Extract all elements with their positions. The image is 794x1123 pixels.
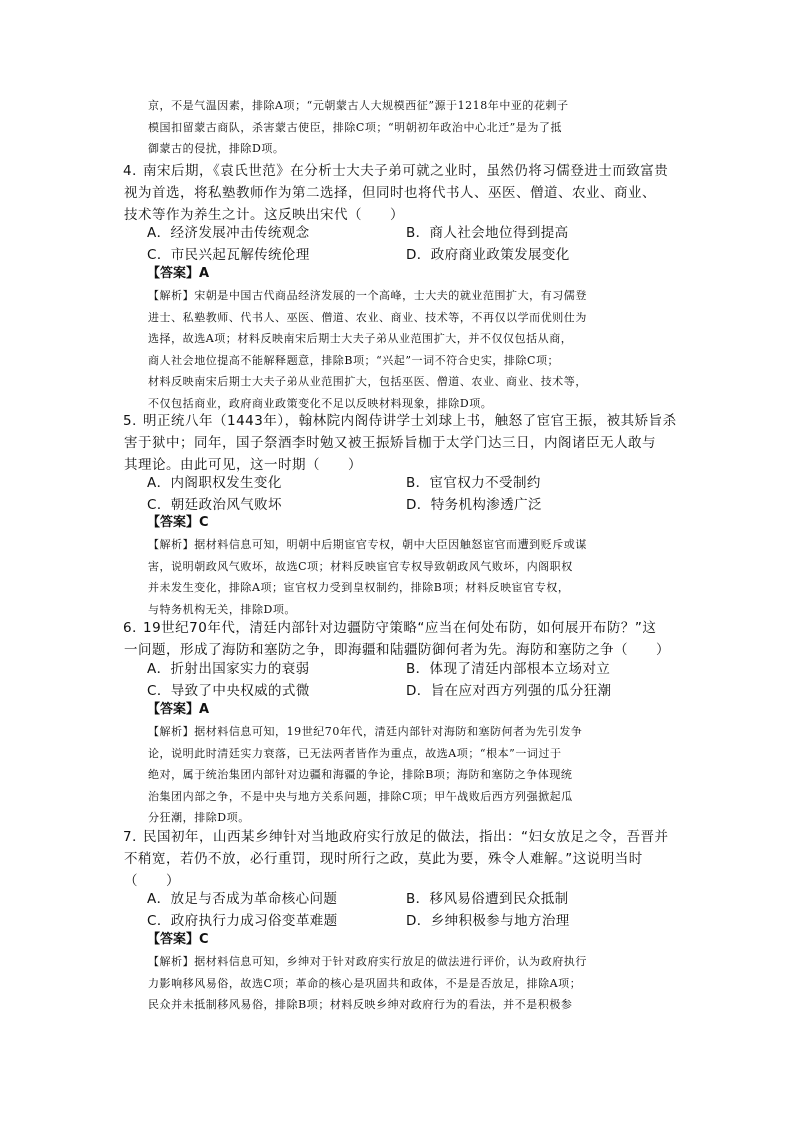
answer-tag: 【答案】 (147, 702, 200, 717)
stem-line: 视为首选，将私塾教师作为第二选择，但同时也将代书人、巫医、僧道、农业、商业、 (124, 185, 656, 201)
option-c: C．政府执行力成习俗变革难题 (147, 913, 338, 929)
option-a: A．放足与否成为革命核心问题 (147, 891, 338, 907)
text-line: 材料反映南宋后期士大夫子弟从业范围扩大，包括巫医、僧道、农业、商业、技术等， (148, 375, 587, 389)
question-5-answer (147, 512, 209, 534)
text-line: 【解析】据材料信息可知，19世纪70年代，清廷内部针对海防和塞防何者为先引发争 (148, 725, 583, 738)
text-line: 绝对，属于统治集团内部针对边疆和海疆的争论，排除B项；海防和塞防之争体现统 (148, 768, 573, 782)
stem-line: 明正统八年（1443年），翰林院内阁侍讲学士刘球上书，触怒了宦官王振，被其矫旨杀 (143, 413, 677, 429)
option-b: B．体现了清廷内部根本立场对立 (406, 661, 611, 677)
text-line: 御蒙古的侵扰，排除D项。 (148, 142, 285, 156)
stem-line: 南宋后期，《袁氏世范》在分析士大夫子弟可就之业时，虽然仍将习儒登进士而致富贵 (143, 163, 669, 179)
option-d: D．旨在应对西方列强的瓜分狂潮 (406, 683, 612, 699)
question-4-explanation (148, 285, 684, 415)
text-line: 选择，故选A项；材料反映南宋后期士大夫子弟从业范围扩大，并不仅仅包括从商， (148, 332, 573, 346)
stem-line: 不稍宽，若仍不放，必行重罚，现时所行之政，莫此为要，殊令人难解。”这说明当时 (124, 851, 643, 867)
option-c: C．朝廷政治风气败坏 (147, 497, 282, 513)
question-7-answer (147, 929, 209, 951)
stem-line: 19世纪70年代，清廷内部针对边疆防守策略“应当在何处布防，如何展开布防？”这 (143, 620, 657, 636)
text-line: 京，不是气温因素，排除A项；“元朝蒙古人大规模西征”源于1218年中亚的花剌子 (148, 99, 569, 112)
answer-value: A (199, 266, 210, 281)
text-line: 模国扣留蒙古商队，杀害蒙古使臣，排除C项；“明朝初年政治中心北迁”是为了抵 (148, 120, 563, 134)
question-number: 5． (123, 413, 147, 429)
option-b: B．商人社会地位得到提高 (406, 225, 569, 241)
question-5-stem (124, 410, 690, 476)
stem-line: （ ） (124, 873, 180, 889)
question-number: 4． (123, 163, 147, 179)
question-5-explanation (148, 534, 684, 620)
carryover-explanation (148, 95, 684, 160)
question-7-explanation (148, 951, 684, 1016)
question-6-answer (147, 699, 209, 721)
option-b: B．宦官权力不受制约 (406, 475, 541, 491)
answer-value: A (199, 702, 210, 717)
question-number: 6． (123, 620, 147, 636)
answer-tag: 【答案】 (147, 515, 200, 530)
option-d: D．特务机构渗透广泛 (406, 497, 542, 513)
option-c: C．市民兴起瓦解传统伦理 (147, 247, 310, 263)
text-line: 力影响移风易俗，故选C项；革命的核心是巩固共和政体，不是是否放足，排除A项； (148, 976, 582, 990)
question-number: 7． (123, 829, 147, 845)
text-line: 分狂潮，排除D项。 (148, 811, 250, 825)
answer-value: C (199, 932, 209, 947)
option-d: D．乡绅积极参与地方治理 (406, 913, 570, 929)
text-line: 并未发生变化，排除A项；宦官权力受到皇权制约，排除B项；材料反映宦官专权， (148, 581, 570, 595)
question-7-stem (124, 826, 690, 892)
text-line: 论，说明此时清廷实力衰落，已无法两者皆作为重点，故选A项；“根本”一词过于 (148, 746, 562, 760)
question-6-explanation (148, 721, 684, 829)
question-6-stem (124, 617, 690, 661)
text-line: 【解析】据材料信息可知，乡绅对于针对政府实行放足的做法进行评价，认为政府执行 (148, 955, 587, 968)
stem-line: 技术等作为养生之计。这反映出宋代（ ） (124, 207, 404, 223)
question-4-answer (147, 263, 209, 285)
option-a: A．折射出国家实力的衰弱 (147, 661, 310, 677)
text-line: 与特务机构无关，排除D项。 (148, 602, 296, 616)
option-b: B．移风易俗遭到民众抵制 (406, 891, 569, 907)
question-4-stem (124, 160, 690, 226)
stem-line: 害于狱中；同年，国子祭酒李时勉又被王振矫旨枷于太学门达三日，内阁诸臣无人敢与 (124, 435, 656, 451)
option-c: C．导致了中央权威的式微 (147, 683, 310, 699)
answer-tag: 【答案】 (147, 932, 200, 947)
answer-value: C (199, 515, 209, 530)
stem-line: 其理论。由此可见，这一时期（ ） (124, 457, 362, 473)
stem-line: 一问题，形成了海防和塞防之争，即海疆和陆疆防御何者为先。海防和塞防之争（ ） (124, 642, 670, 658)
option-a: A．内阁职权发生变化 (147, 475, 282, 491)
answer-tag: 【答案】 (147, 266, 200, 281)
text-line: 【解析】据材料信息可知，明朝中后期宦官专权，朝中大臣因触怒宦官而遭到贬斥或谋 (148, 538, 587, 551)
stem-line: 民国初年，山西某乡绅针对当地政府实行放足的做法，指出：“妇女放足之令，吾晋并 (143, 829, 669, 845)
text-line: 【解析】宋朝是中国古代商品经济发展的一个高峰，士大夫的就业范围扩大，有习儒登 (148, 289, 587, 302)
option-a: A．经济发展冲击传统观念 (147, 225, 310, 241)
text-line: 害，说明朝政风气败坏，故选C项；材料反映宦官专权导致朝政风气败坏，内阁职权 (148, 559, 573, 573)
text-line: 不仅包括商业，政府商业政策变化不足以反映材料现象，排除D项。 (148, 396, 493, 410)
text-line: 治集团内部之争，不是中央与地方关系问题，排除C项；甲午战败后西方列强掀起瓜 (148, 789, 573, 803)
text-line: 进士、私塾教师、代书人、巫医、僧道、农业、商业、技术等，不再仅以学而优则仕为 (148, 310, 587, 324)
text-line: 民众并未抵制移风易俗，排除B项；材料反映乡绅对政府行为的看法，并不是积极参 (148, 998, 573, 1012)
text-line: 商人社会地位提高不能解释题意，排除B项；“兴起”一词不符合史实，排除C项； (148, 353, 560, 367)
option-d: D．政府商业政策发展变化 (406, 247, 570, 263)
